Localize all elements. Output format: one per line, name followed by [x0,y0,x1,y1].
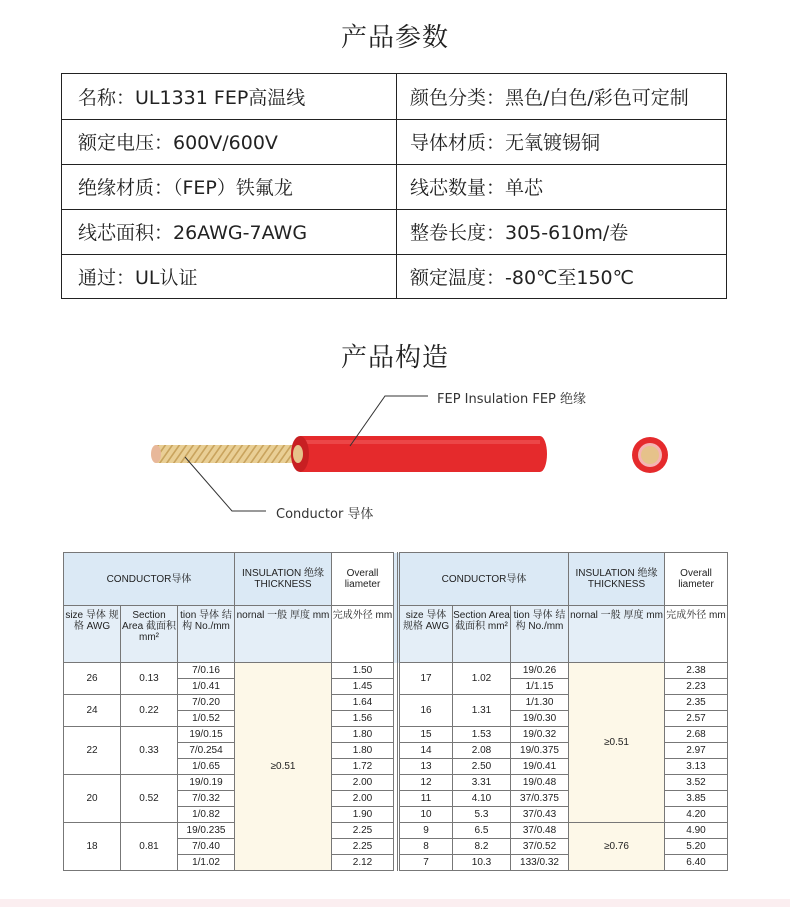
tion-cell: 19/0.19 [178,775,235,791]
od-cell: 2.68 [665,727,728,743]
od-cell: 2.57 [665,711,728,727]
conductor-leader [185,457,266,511]
awg-cell: 11 [399,791,453,807]
od-cell: 2.38 [665,663,728,679]
hdr-overall: Overall liameter [332,553,394,606]
awg-cell: 24 [64,695,121,727]
params-row [62,119,726,165]
insulation-cell: ≥0.76 [569,823,665,871]
od-cell: 2.35 [665,695,728,711]
awg-cell: 16 [399,695,453,727]
hdr-diameter: 完成外径 mm [332,606,394,663]
hdr-tion: tion 导体 结构 No./mm [178,606,235,663]
tion-cell: 7/0.254 [178,743,235,759]
hdr-insulation-r: INSULATION 绝缘 THICKNESS [569,553,665,606]
od-cell: 2.25 [332,823,394,839]
tion-cell: 37/0.48 [511,823,569,839]
od-cell: 1.72 [332,759,394,775]
hdr-tion-r: tion 导体 结构 No./mm [511,606,569,663]
cable-structure [0,380,790,530]
od-cell: 3.85 [665,791,728,807]
hdr-normal: nornal 一般 厚度 mm [235,606,332,663]
tion-cell: 37/0.43 [511,807,569,823]
od-cell: 3.13 [665,759,728,775]
awg-cell: 17 [399,663,453,695]
tion-cell: 7/0.32 [178,791,235,807]
structure-title: 产品构造 [340,343,449,373]
od-cell: 2.97 [665,743,728,759]
hdr-conductor: CONDUCTOR导体 [64,553,235,606]
tion-cell: 1/0.52 [178,711,235,727]
tion-cell: 19/0.48 [511,775,569,791]
tion-cell: 1/0.65 [178,759,235,775]
awg-cell: 13 [399,759,453,775]
od-cell: 1.80 [332,743,394,759]
params-table [61,73,727,299]
od-cell: 1.64 [332,695,394,711]
od-cell: 1.50 [332,663,394,679]
hdr-overall-r: Overall liameter [665,553,728,606]
conductor-strands [156,445,296,463]
tion-cell: 19/0.375 [511,743,569,759]
awg-cell: 18 [64,823,121,871]
param-core-count: 线芯数量：单芯 [410,177,544,199]
table-row [64,663,728,679]
param-temperature: 额定温度：-80℃至150℃ [410,266,634,289]
tion-cell: 19/0.235 [178,823,235,839]
tion-cell: 1/1.02 [178,855,235,871]
od-cell: 1.56 [332,711,394,727]
hdr-section: Section Area 截面积 mm² [121,606,178,663]
spec-table [63,552,728,871]
awg-cell: 10 [399,807,453,823]
tion-cell: 19/0.26 [511,663,569,679]
param-voltage: 额定电压：600V/600V [78,132,278,154]
footer-band [0,899,790,907]
insulation-cell: ≥0.51 [569,663,665,823]
area-cell: 6.5 [453,823,511,839]
area-cell: 10.3 [453,855,511,871]
tion-cell: 1/0.41 [178,679,235,695]
hdr-normal-r: nornal 一般 厚度 mm [569,606,665,663]
cable-illustration [0,380,790,530]
conductor-end [151,445,161,463]
area-cell: 0.13 [121,663,178,695]
tion-cell: 7/0.40 [178,839,235,855]
awg-cell: 7 [399,855,453,871]
tion-cell: 19/0.41 [511,759,569,775]
od-cell: 1.80 [332,727,394,743]
od-cell: 1.45 [332,679,394,695]
params-title: 产品参数 [340,23,449,53]
param-color: 颜色分类：黑色/白色/彩色可定制 [410,87,689,109]
area-cell: 0.81 [121,823,178,871]
tion-cell: 7/0.16 [178,663,235,679]
od-cell: 2.00 [332,791,394,807]
area-cell: 5.3 [453,807,511,823]
param-insulation-material: 绝缘材质：（FEP）铁氟龙 [78,177,293,199]
tion-cell: 37/0.52 [511,839,569,855]
tion-cell: 19/0.15 [178,727,235,743]
params-row [62,209,726,255]
od-cell: 2.12 [332,855,394,871]
tion-cell: 133/0.32 [511,855,569,871]
tion-cell: 19/0.30 [511,711,569,727]
awg-cell: 14 [399,743,453,759]
tion-cell: 1/1.30 [511,695,569,711]
param-roll-length: 整卷长度：305-610m/卷 [410,222,629,244]
od-cell: 6.40 [665,855,728,871]
area-cell: 2.08 [453,743,511,759]
od-cell: 4.90 [665,823,728,839]
od-cell: 2.00 [332,775,394,791]
area-cell: 0.22 [121,695,178,727]
awg-cell: 22 [64,727,121,775]
insulation-cell: ≥0.51 [235,663,332,871]
hdr-section-r: Section Area 截面积 mm² [453,606,511,663]
area-cell: 1.31 [453,695,511,727]
od-cell: 5.20 [665,839,728,855]
tion-cell: 1/1.15 [511,679,569,695]
hdr-size-r: size 导体 规格 AWG [399,606,453,663]
conductor-label: Conductor 导体 [276,507,374,522]
area-cell: 0.33 [121,727,178,775]
area-cell: 3.31 [453,775,511,791]
params-row [62,74,726,120]
area-cell: 1.53 [453,727,511,743]
params-row [62,254,726,298]
tion-cell: 19/0.32 [511,727,569,743]
area-cell: 2.50 [453,759,511,775]
awg-cell: 12 [399,775,453,791]
od-cell: 1.90 [332,807,394,823]
awg-cell: 9 [399,823,453,839]
area-cell: 4.10 [453,791,511,807]
awg-cell: 15 [399,727,453,743]
hdr-insulation: INSULATION 绝缘 THICKNESS [235,553,332,606]
tion-cell: 1/0.82 [178,807,235,823]
od-cell: 2.25 [332,839,394,855]
param-certification: 通过：UL认证 [78,266,198,289]
awg-cell: 20 [64,775,121,823]
od-cell: 3.52 [665,775,728,791]
hdr-diameter-r: 完成外径 mm [665,606,728,663]
awg-cell: 8 [399,839,453,855]
hdr-conductor-r: CONDUCTOR导体 [399,553,569,606]
od-cell: 2.23 [665,679,728,695]
od-cell: 4.20 [665,807,728,823]
param-name: 名称：UL1331 FEP高温线 [78,87,306,109]
area-cell: 8.2 [453,839,511,855]
area-cell: 0.52 [121,775,178,823]
param-core-area: 线芯面积：26AWG-7AWG [78,222,308,244]
awg-cell: 26 [64,663,121,695]
tion-cell: 7/0.20 [178,695,235,711]
hdr-size: size 导体 规格 AWG [64,606,121,663]
area-cell: 1.02 [453,663,511,695]
insulation-label: FEP Insulation FEP 绝缘 [437,392,587,407]
cross-section-conductor [641,446,659,464]
tion-cell: 37/0.375 [511,791,569,807]
param-conductor-material: 导体材质：无氧镀锡铜 [410,132,601,154]
params-row [62,164,726,210]
